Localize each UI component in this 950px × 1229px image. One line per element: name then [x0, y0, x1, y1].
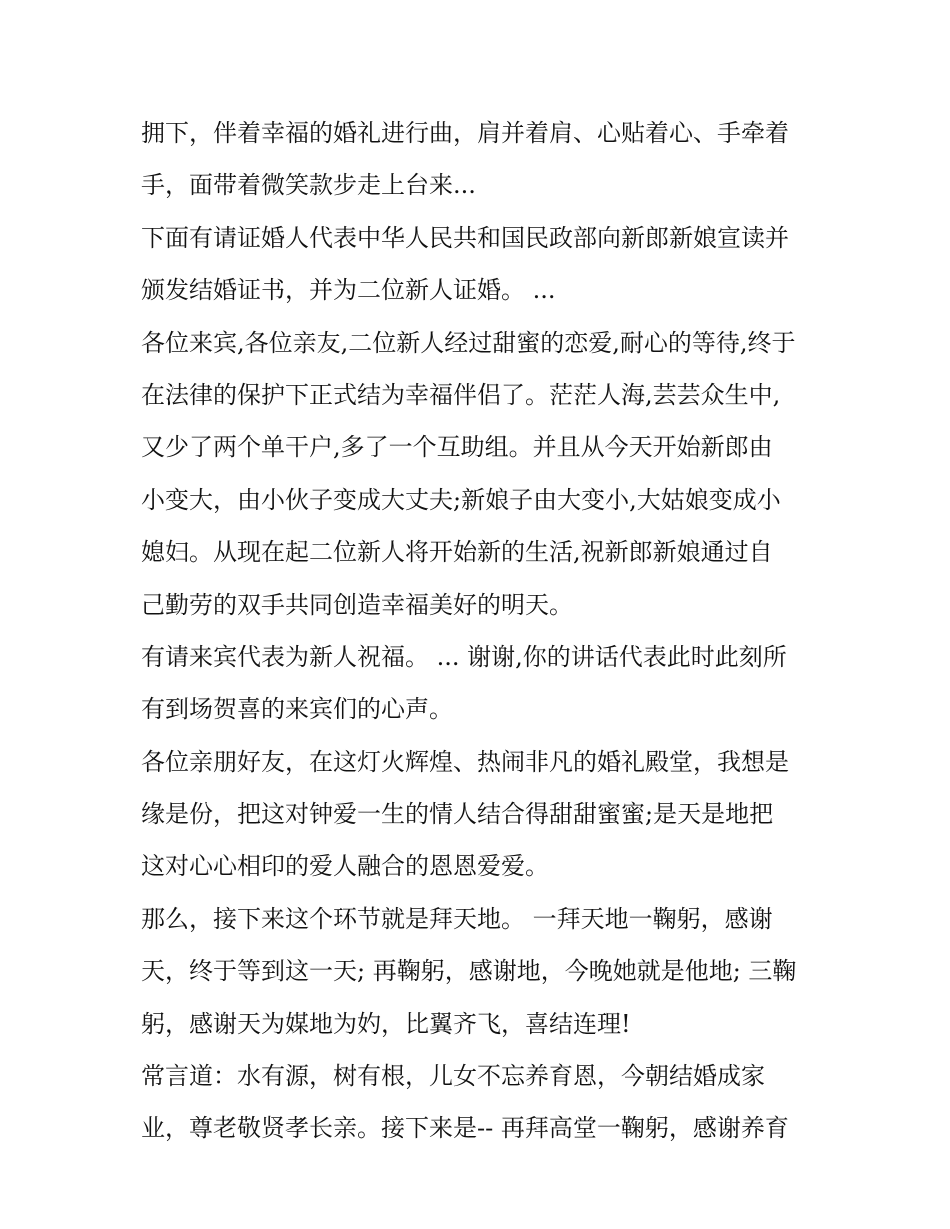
text-line: 常言道：水有源，树有根，儿女不忘养育恩，今朝结婚成家	[141, 1062, 765, 1091]
text-line: 又少了两个单干户,多了一个互助组。并且从今天开始新郎由	[141, 433, 773, 462]
text-line: 小变大，由小伙子变成大丈夫;新娘子由大变小,大姑娘变成小	[141, 485, 781, 514]
text-line: 有到场贺喜的来宾们的心声。	[141, 695, 453, 724]
text-line: 业，尊老敬贤孝长亲。接下来是-- 再拜高堂一鞠躬，感谢养育	[141, 1114, 789, 1143]
text-line: 颁发结婚证书，并为二位新人证婚。 ...	[141, 276, 556, 305]
text-line: 在法律的保护下正式结为幸福伴侣了。茫茫人海,芸芸众生中,	[141, 380, 781, 409]
text-line: 各位来宾,各位亲友,二位新人经过甜蜜的恋爱,耐心的等待,终于	[141, 328, 796, 357]
text-line: 躬，感谢天为媒地为妁，比翼齐飞，喜结连理!	[141, 1009, 631, 1038]
document-body	[141, 107, 821, 1155]
text-line: 下面有请证婚人代表中华人民共和国民政部向新郎新娘宣读并	[141, 223, 789, 252]
text-line: 有请来宾代表为新人祝福。 ... 谢谢,你的讲话代表此时此刻所	[141, 642, 787, 671]
text-line: 己勤劳的双手共同创造幸福美好的明天。	[141, 590, 573, 619]
text-line: 缘是份，把这对钟爱一生的情人结合得甜甜蜜蜜;是天是地把	[141, 800, 774, 829]
text-line: 这对心心相印的爱人融合的恩恩爱爱。	[141, 852, 549, 881]
text-line: 各位亲朋好友，在这灯火辉煌、热闹非凡的婚礼殿堂，我想是	[141, 747, 789, 776]
text-line: 拥下，伴着幸福的婚礼进行曲，肩并着肩、心贴着心、手牵着	[141, 119, 789, 147]
text-line: 手，面带着微笑款步走上台来...	[141, 171, 476, 200]
text-line: 那么，接下来这个环节就是拜天地。 一拜天地一鞠躬，感谢	[141, 904, 773, 933]
text-line: 天，终于等到这一天; 再鞠躬，感谢地，今晚她就是他地; 三鞠	[141, 957, 797, 986]
text-line: 媳妇。从现在起二位新人将开始新的生活,祝新郎新娘通过自	[141, 538, 773, 567]
